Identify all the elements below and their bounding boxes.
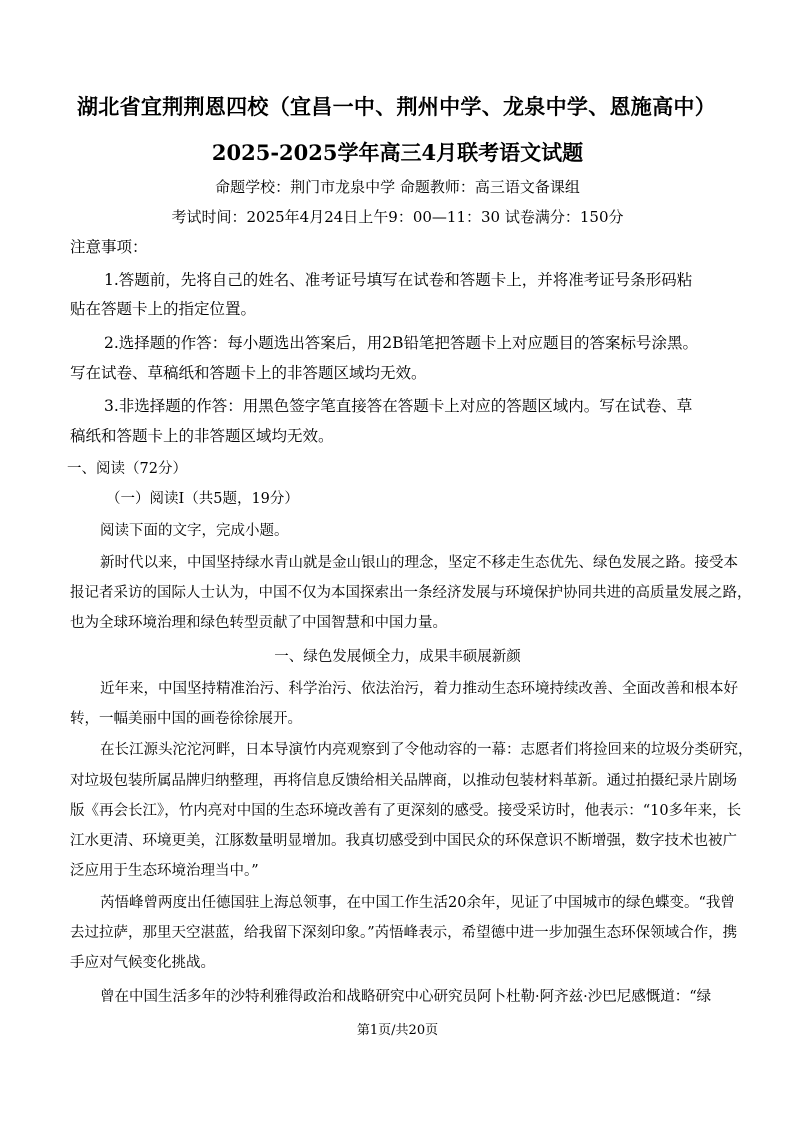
notice-line: 1.答题前，先将自己的姓名、准考证号填写在试卷和答题卡上，并将准考证号条形码粘 bbox=[104, 271, 693, 289]
proposer-info: 命题学校：荆门市龙泉中学 命题教师：高三语文备课组 bbox=[215, 178, 580, 196]
passage-line: 对垃圾包装所属品牌归纳整理，再将信息反馈给相关品牌商，以推动包装材料革新。通过拍摄纪录片剧场 bbox=[70, 773, 737, 789]
passage-line: 曾在中国生活多年的沙特利雅得政治和战略研究中心研究员阿卜杜勒·阿齐兹·沙巴尼感慨道：“绿 bbox=[100, 989, 712, 1005]
notice-line: 写在试卷、草稿纸和答题卡上的非答题区域均无效。 bbox=[70, 364, 427, 382]
notice-heading: 注意事项： bbox=[70, 238, 148, 256]
instruction-text: 阅读下面的文字，完成小题。 bbox=[100, 523, 289, 539]
notice-line: 2.选择题的作答：每小题选出答案后，用2B铅笔把答题卡上对应题目的答案标号涂黑。 bbox=[104, 334, 699, 352]
passage-line: 江水更清、环境更美，江豚数量明显增加。我真切感受到中国民众的环保意识不断增强，数字技术也被广 bbox=[70, 833, 737, 849]
notice-line: 3.非选择题的作答：用黑色签字笔直接答在答题卡上对应的答题区域内。写在试卷、草 bbox=[104, 397, 693, 415]
notice-line: 贴在答题卡上的指定位置。 bbox=[70, 300, 257, 318]
passage-line: 也为全球环境治理和绿色转型贡献了中国智慧和中国力量。 bbox=[70, 615, 447, 631]
passage-line: 转，一幅美丽中国的画卷徐徐展开。 bbox=[70, 711, 302, 727]
passage-line: 版《再会长江》，竹内亮对中国的生态环境改善有了更深刻的感受。接受采访时，他表示：“10多年来，长 bbox=[70, 803, 742, 819]
document-title: 湖北省宜荆荆恩四校（宜昌一中、荆州中学、龙泉中学、恩施高中） bbox=[77, 94, 716, 119]
passage-line: 去过拉萨，那里天空湛蓝，给我留下深刻印象。”芮悟峰表示，希望德中进一步加强生态环保领域合作，携 bbox=[70, 925, 738, 941]
exam-info: 考试时间：2025年4月24日上午9：00—11：30 试卷满分：150分 bbox=[171, 208, 624, 226]
passage-line: 在长江源头沱沱河畔，日本导演竹内亮观察到了令他动容的一幕：志愿者们将捡回来的垃圾分类研究， bbox=[100, 742, 753, 758]
document-subtitle: 2025-2025学年高三4月联考语文试题 bbox=[211, 140, 584, 165]
page-number: 第1页/共20页 bbox=[356, 1023, 439, 1038]
notice-line: 稿纸和答题卡上的非答题区域均无效。 bbox=[70, 427, 334, 445]
passage-line: 报记者采访的国际人士认为，中国不仅为本国探索出一条经济发展与环境保护协同共进的高质量发展之路， bbox=[70, 585, 752, 601]
passage-line: 新时代以来，中国坚持绿水青山就是金山银山的理念，坚定不移走生态优先、绿色发展之路。接受本 bbox=[100, 555, 738, 571]
subsection-heading: （一）阅读Ⅰ（共5题，19分） bbox=[106, 491, 299, 507]
passage-subheading: 一、绿色发展倾全力，成果丰硕展新颜 bbox=[274, 649, 521, 665]
passage-line: 芮悟峰曾两度出任德国驻上海总领事，在中国工作生活20余年，见证了中国城市的绿色蝶变。“我曾 bbox=[100, 895, 735, 911]
section-heading: 一、阅读（72分） bbox=[67, 461, 187, 477]
passage-line: 泛应用于生态环境治理当中。” bbox=[70, 863, 259, 879]
passage-line: 近年来，中国坚持精准治污、科学治污、依法治污，着力推动生态环境持续改善、全面改善和根本好 bbox=[100, 681, 738, 697]
passage-line: 手应对气候变化挑战。 bbox=[70, 955, 215, 971]
